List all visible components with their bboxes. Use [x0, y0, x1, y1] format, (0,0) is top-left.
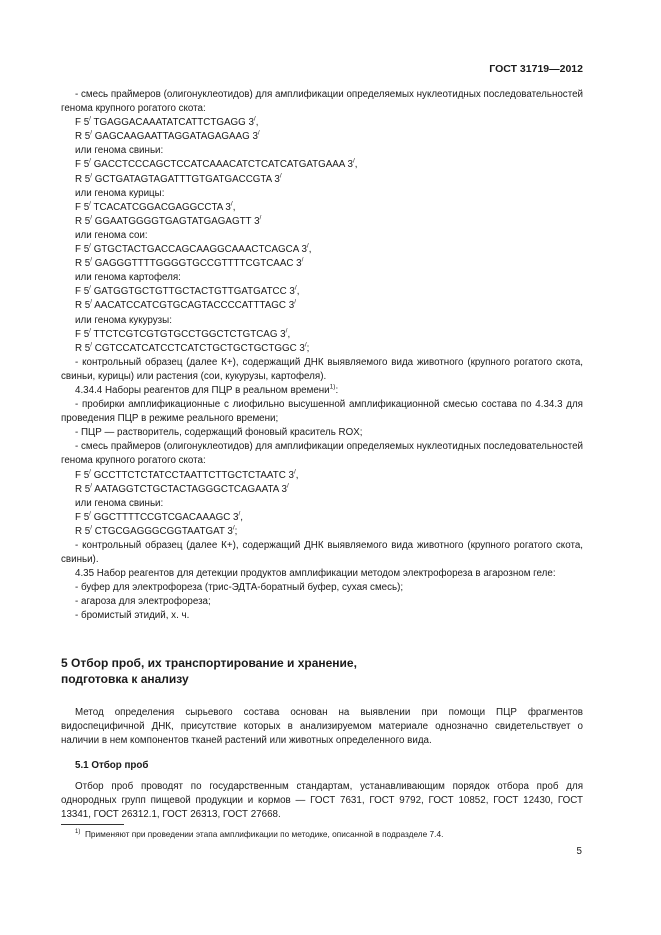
text-line: или генома сои:	[75, 229, 148, 241]
text-line: F 5/ GGCTTTTCCGTCGACAAAGC 3/,	[75, 510, 244, 523]
text-line: или генома свиньи:	[75, 145, 164, 157]
footnote-mark: 1)	[75, 829, 81, 836]
text-line: F 5/ GATGGTGCTGTTGCTACTGTTGATGATCC 3/,	[75, 285, 300, 298]
text-line: или генома курицы:	[75, 187, 165, 199]
text-line: - буфер для электрофореза (трис-ЭДТА-боратный буфер, сухая смесь);	[75, 582, 404, 594]
text-line: - бромистый этидий, х. ч.	[75, 610, 190, 622]
reagent-list	[61, 88, 583, 624]
text-line: R 5/ AACATCCATCGTGCAGTACCCCATTTAGC 3/	[75, 299, 296, 312]
section-5-paragraph: Метод определения сырьевого состава основан на выявлении при помощи ПЦР фрагментов видоспецифичной ДНК, присутствие которых в анализируемом материале однозначно свидетельствует о наличии в нем компонентов тканей растений или животных определенного вида.	[61, 706, 583, 746]
document-code: ГОСТ 31719—2012	[489, 63, 583, 75]
text-line: F 5/ GACCTCCCAGCTCCATCAAACATCTCATCATGATGAAA 3/,	[75, 158, 358, 171]
text-paragraph: - смесь праймеров (олигонуклеотидов) для амплификации определяемых нуклеотидных последовательностей генома крупного рогатого скота:	[61, 441, 583, 467]
text-line: R 5/ CTGCGAGGGCGGTAATGAT 3/;	[75, 524, 238, 537]
text-line: R 5/ GGAATGGGGTGAGTATGAGAGTT 3/	[75, 214, 262, 227]
text-line: или генома картофеля:	[75, 272, 181, 284]
text-line: или генома кукурузы:	[75, 314, 172, 326]
footnote	[75, 829, 443, 839]
text-line: или генома свиньи:	[75, 497, 164, 509]
section-5-title	[61, 655, 583, 687]
text-paragraph: - пробирки амплификационные с лиофильно высушенной амплификационной смесью состава по 4.34.3 для проведения ПЦР в режиме реального времени;	[61, 399, 583, 425]
text-line: R 5/ GAGGGTTTTGGGGTGCCGTTTTCGTCAAC 3/	[75, 256, 304, 270]
text-paragraph: - ПЦР — растворитель, содержащий фоновый краситель ROX;	[75, 427, 363, 439]
text-paragraph: - смесь праймеров (олигонуклеотидов) для амплификации определяемых нуклеотидных последовательностей генома крупного рогатого скота:	[61, 89, 583, 115]
text-line: R 5/ CGTCCATCATCCTCATCTGCTGCTGCTGGC 3/;	[75, 341, 310, 354]
page-content	[61, 88, 583, 822]
text-paragraph: - контрольный образец (далее К+), содержащий ДНК выявляемого вида животного (крупного рогатого скота, свиньи).	[61, 540, 583, 566]
text-line: F 5/ TGAGGACAAATATCATTCTGAGG 3/,	[75, 115, 259, 129]
text-paragraph: - контрольный образец (далее К+), содержащий ДНК выявляемого вида животного (крупного рогатого скота, свиньи, курицы) или растения (сои, кукурузы, картофеля).	[61, 356, 583, 382]
text-line: R 5/ AATAGGTCTGCTACTAGGGCTCAGAATA 3/	[75, 482, 289, 495]
text-line: R 5/ GAGCAAGAATTAGGATAGAGAAG 3/	[75, 130, 260, 143]
text-paragraph: 4.35 Набор реагентов для детекции продуктов амплификации методом электрофореза в агарозном геле:	[75, 568, 556, 580]
text-line: F 5/ TCACATCGGACGAGGCCTA 3/,	[75, 200, 236, 213]
section-5-1-title: 5.1 Отбор проб	[75, 759, 149, 771]
footnote-separator	[61, 824, 124, 825]
section-5-title-line2: подготовка к анализу	[61, 671, 189, 686]
text-line: F 5/ TTCTCGTCGTGTGCCTGGCTCTGTCAG 3/,	[75, 327, 291, 340]
section-5-1-paragraph: Отбор проб проводят по государственным стандартам, устанавливающим порядок отбора проб для однородных групп пищевой продукции и кормов — ГОСТ 7631, ГОСТ 9792, ГОСТ 10852, ГОСТ 12430, ГОСТ 13341, ГОСТ 26312.1, ГОСТ 26313, ГОСТ 27668.	[61, 780, 583, 821]
text-line: F 5/ GCCTTCTCTATCCTAATTCTTGCTCTAATC 3/,	[75, 468, 299, 481]
page-number: 5	[576, 846, 582, 857]
text-line: F 5/ GTGCTACTGACCAGCAAGGCAAACTCAGCA 3/,	[75, 242, 312, 256]
footnote-text: Применяют при проведении этапа амплификации по методике, описанной в подразделе 7.4.	[84, 829, 444, 839]
section-5-title-line1: 5 Отбор проб, их транспортирование и хранение,	[61, 655, 357, 670]
text-line: - агароза для электрофореза;	[75, 596, 211, 608]
text-paragraph: 4.34.4 Наборы реагентов для ПЦР в реальном времени$^{1)}$:	[75, 383, 339, 396]
text-line: R 5/ GCTGATAGTAGATTTGTGATGACCGTA 3/	[75, 172, 282, 185]
